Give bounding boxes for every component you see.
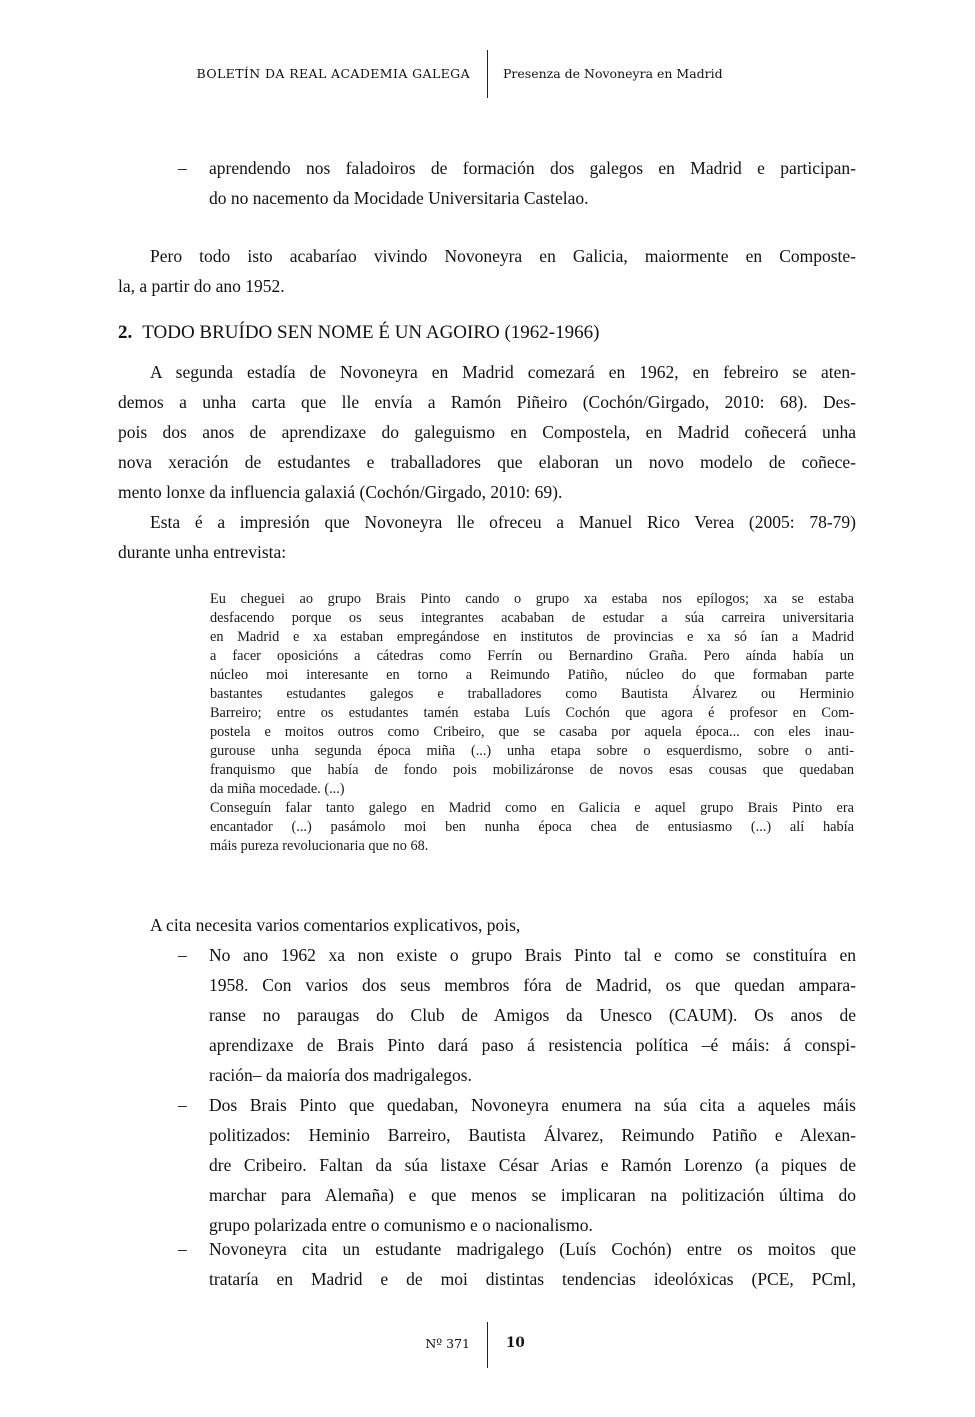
text-line: pois dos anos de aprendizaxe do galeguismo en Compostela, en Madrid coñecerá unha bbox=[118, 422, 856, 442]
section-number: 2. bbox=[118, 322, 133, 343]
quote-line: encantador (...) pasámolo moi ben nunha época chea de entusiasmo (...) alí había bbox=[210, 819, 854, 835]
list-dash: – bbox=[178, 1095, 187, 1115]
quote-line: núcleo moi interesante en torno a Reimundo Patiño, núcleo do que formaban parte bbox=[210, 667, 854, 683]
text-line: do no nacemento da Mocidade Universitaria Castelao. bbox=[209, 188, 589, 208]
text-line: demos a unha carta que lle envía a Ramón Piñeiro (Cochón/Girgado, 2010: 68). Des- bbox=[118, 392, 856, 412]
text-line: trataría en Madrid e de moi distintas tendencias ideolóxicas (PCE, PCml, bbox=[209, 1269, 856, 1289]
text-line: A segunda estadía de Novoneyra en Madrid comezará en 1962, en febreiro se aten- bbox=[150, 362, 856, 382]
text-line: durante unha entrevista: bbox=[118, 542, 287, 562]
quote-line: gurouse unha segunda época miña (...) unha etapa sobre o esquerdismo, sobre o anti- bbox=[210, 743, 854, 759]
text-line: mento lonxe da influencia galaxiá (Cochón/Girgado, 2010: 69). bbox=[118, 482, 563, 502]
text-line: No ano 1962 xa non existe o grupo Brais Pinto tal e como se constituíra en bbox=[209, 945, 856, 965]
text-line: Dos Brais Pinto que quedaban, Novoneyra enumera na súa cita a aqueles máis bbox=[209, 1095, 856, 1115]
text-line: ración– da maioría dos madrigalegos. bbox=[209, 1065, 472, 1085]
journal-title: BOLETÍN DA REAL ACADEMIA GALEGA bbox=[196, 66, 470, 81]
quote-line: desfacendo porque os seus integrantes acababan de estudar a súa carreira universitaria bbox=[210, 610, 854, 626]
page-footer bbox=[0, 1322, 975, 1368]
footer-divider bbox=[487, 1322, 488, 1368]
quote-line: postela e moitos outros como Cribeiro, que se casaba por aquela época... con eles inau- bbox=[210, 724, 854, 740]
text-line: la, a partir do ano 1952. bbox=[118, 276, 285, 296]
text-line: aprendizaxe de Brais Pinto dará paso á resistencia política –é máis: á conspi- bbox=[209, 1035, 856, 1055]
quote-line: Barreiro; entre os estudantes tamén estaba Luís Cochón que agora é profesor en Com- bbox=[210, 705, 854, 721]
quote-line: en Madrid e xa estaban empregándose en institutos de provincias e xa só ían a Madrid bbox=[210, 629, 854, 645]
section-heading bbox=[118, 322, 599, 344]
text-line: dre Cribeiro. Faltan da súa listaxe César Arias e Ramón Lorenzo (a piques de bbox=[209, 1155, 856, 1175]
text-line: ranse no paraugas do Club de Amigos da Unesco (CAUM). Os anos de bbox=[209, 1005, 856, 1025]
article-title: Presenza de Novoneyra en Madrid bbox=[503, 66, 723, 81]
quote-line: bastantes estudantes galegos e traballadores como Bautista Álvarez ou Herminio bbox=[210, 686, 854, 702]
text-line: grupo polarizada entre o comunismo e o nacionalismo. bbox=[209, 1215, 593, 1235]
text-line: Pero todo isto acabaríao vivindo Novoneyra en Galicia, maiormente en Composte- bbox=[150, 246, 856, 266]
text-line: politizados: Heminio Barreiro, Bautista Álvarez, Reimundo Patiño e Alexan- bbox=[209, 1125, 856, 1145]
text-line: A cita necesita varios comentarios explicativos, pois, bbox=[150, 915, 521, 935]
quote-line: Eu cheguei ao grupo Brais Pinto cando o grupo xa estaba nos epílogos; xa se estaba bbox=[210, 591, 854, 607]
header-divider bbox=[487, 50, 488, 98]
list-dash: – bbox=[178, 158, 187, 178]
text-line: Esta é a impresión que Novoneyra lle ofreceu a Manuel Rico Verea (2005: 78-79) bbox=[150, 512, 856, 532]
list-dash: – bbox=[178, 1239, 187, 1259]
text-line: marchar para Alemaña) e que menos se implicaran na politización última do bbox=[209, 1185, 856, 1205]
text-line: nova xeración de estudantes e traballadores que elaboran un novo modelo de coñece- bbox=[118, 452, 856, 472]
page-number: 10 bbox=[506, 1335, 525, 1351]
quote-line: da miña mocedade. (...) bbox=[210, 781, 345, 797]
section-title: TODO BRUÍDO SEN NOME É UN AGOIRO (1962-1966) bbox=[142, 322, 600, 343]
list-dash: – bbox=[178, 945, 187, 965]
text-line: Novoneyra cita un estudante madrigalego (Luís Cochón) entre os moitos que bbox=[209, 1239, 856, 1259]
text-line: aprendendo nos faladoiros de formación dos galegos en Madrid e participan- bbox=[209, 158, 856, 178]
issue-number: Nº 371 bbox=[425, 1336, 470, 1351]
quote-line: máis pureza revolucionaria que no 68. bbox=[210, 838, 429, 854]
quote-line: a facer oposicións a cátedras como Ferrín ou Bernardino Graña. Pero aínda había un bbox=[210, 648, 854, 664]
running-header bbox=[0, 50, 975, 98]
text-line: 1958. Con varios dos seus membros fóra de Madrid, os que quedan ampara- bbox=[209, 975, 856, 995]
quote-line: Conseguín falar tanto galego en Madrid como en Galicia e aquel grupo Brais Pinto era bbox=[210, 800, 854, 816]
quote-line: franquismo que había de fondo pois mobilizáronse de novos esas cousas que quedaban bbox=[210, 762, 854, 778]
